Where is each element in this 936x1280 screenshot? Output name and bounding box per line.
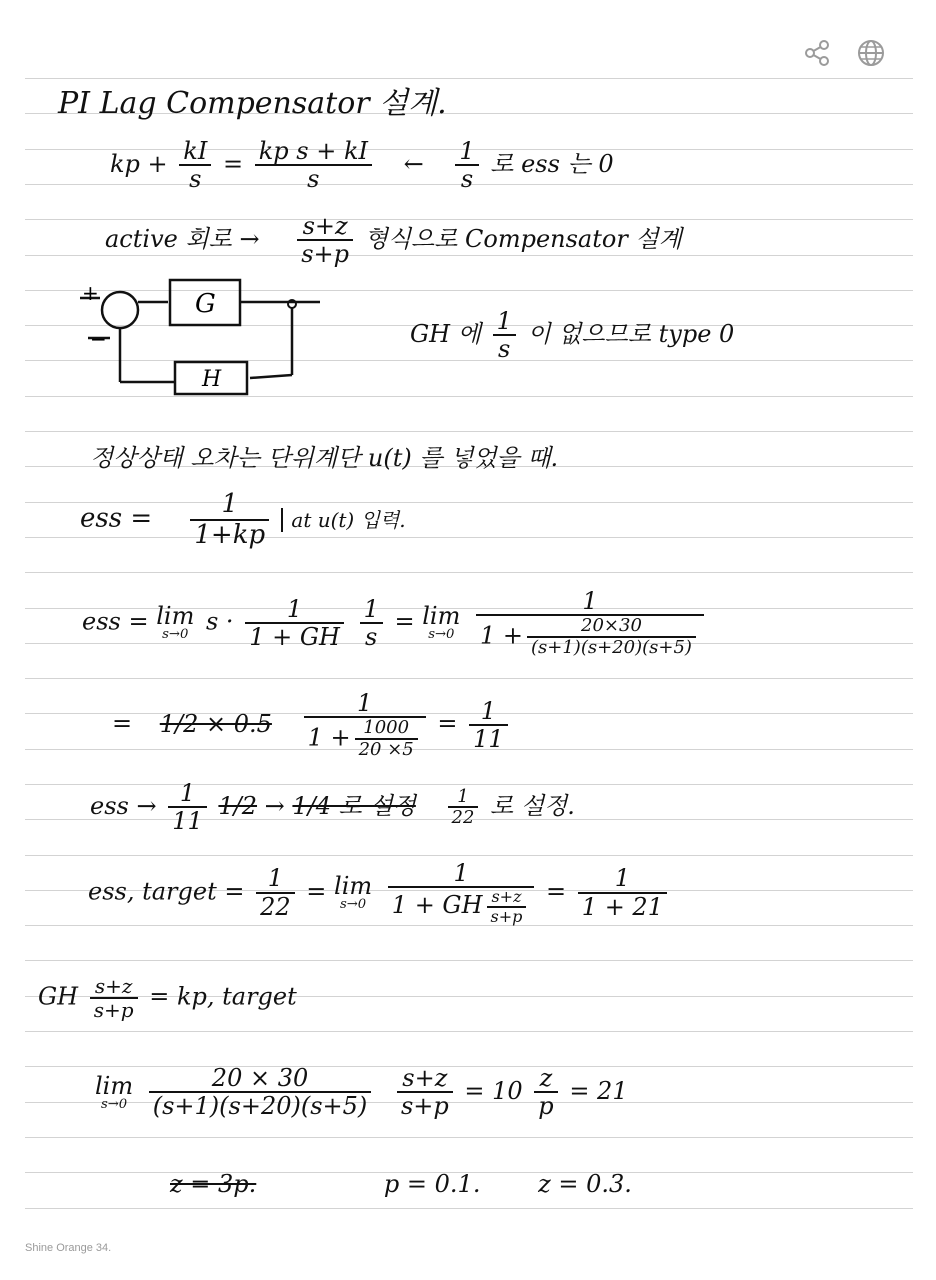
pi-transfer-line [110,138,614,193]
calc-inner-den: 20 ×5 [358,739,414,761]
ruled-line [25,431,913,432]
ki-den: s [189,165,202,194]
limit-expression-2 [422,604,460,641]
type-fraction [493,308,516,363]
ruled-line [25,1208,913,1209]
ess-lhs: ess = [80,503,153,534]
ess-limit-line [82,588,708,658]
ess-lim-lhs: ess = [82,607,149,636]
feedback-block-diagram [70,270,340,410]
ess-tail: at u(t) 입력. [281,508,405,532]
eval-z-over-p [534,1065,557,1120]
final-values-line [170,1170,632,1198]
calc-one-plus: 1 + [307,723,351,752]
ess-target-zp-den: s+p [490,906,523,926]
gh-tail: = kp, target [149,982,297,1011]
calc-fraction [304,690,426,760]
inner-num: 20×30 [527,616,696,638]
target-num-2: 1 [448,787,479,809]
lim-evaluation-line [95,1065,628,1120]
p-value: p = 0.1. [383,1170,481,1198]
active-prefix: active 회로 → [105,224,260,253]
eval-plant-fraction [149,1065,372,1120]
ess-num: 1 [190,490,269,521]
calc-inner-fraction [355,718,418,760]
type-num: 1 [493,308,516,336]
ess-definition-line [80,490,406,549]
zp-den: s+p [301,240,350,269]
result-num: 1 [469,698,508,726]
target-den: 11 [172,807,203,836]
one-over-s [455,138,478,193]
sum-fraction [255,138,372,193]
ess-target-equation [88,860,671,926]
kp-term: kp + [110,149,168,178]
equals-2: = [394,607,415,636]
active-tail: 형식으로 Compensator 설계 [364,224,682,253]
g-block-label: G [195,289,216,319]
h-block-label: H [202,367,222,392]
inner-den: (s+1)(s+20)(s+5) [531,637,692,659]
eval-tail: = 21 [569,1076,628,1105]
ess-target-lim-word: lim [334,872,373,901]
calc-num: 1 [304,690,426,718]
gh-fraction [245,596,344,651]
globe-icon[interactable] [856,38,886,68]
target-num: 1 [168,780,207,808]
zp-fraction [297,213,353,268]
limit-expression [156,604,194,641]
gh-den: 1 + GH [249,623,340,651]
target-fraction-2 [448,787,479,829]
ess-target-fraction [256,865,295,920]
target-struck: 1/2 [218,791,258,820]
gh-num: 1 [245,596,344,624]
calc-eq-2: = [437,709,458,738]
ess-target-gh-den-pre: 1 + GH [391,891,483,920]
target-struck-2: 1/4 로 설정 [292,791,416,820]
eval-z-den: p [538,1092,554,1121]
target-fraction [168,780,207,835]
page-title: PI Lag Compensator 설계. [58,86,447,121]
diagram-plus: + [82,281,99,305]
gh-zp-den: s+p [93,998,134,1022]
gh-kp-target-line [38,975,297,1021]
active-circuit-line [105,213,682,268]
target-den-2: 22 [451,807,475,829]
ess-target-gh-den [388,888,535,925]
s-den: s [365,623,378,651]
ess-target-eq-2: = [546,877,567,906]
ess-target-zp-fraction [487,888,527,925]
final-struck: z = 3p. [170,1170,257,1198]
target-arrow: → [264,791,285,820]
ruled-line [25,1137,913,1138]
ess-zero-text: 로 ess 는 0 [490,149,614,178]
ess-target-eq: = [306,877,327,906]
eval-zp-fraction [397,1065,453,1120]
sum-num: kp s + kI [255,138,372,166]
type-den: s [498,335,511,364]
ruled-line [25,1031,913,1032]
eval-plant-num: 20 × 30 [149,1065,372,1093]
ruled-line [25,572,913,573]
eval-lim-sub: s→0 [100,1096,128,1112]
one-num: 1 [455,138,478,166]
sum-den: s [307,165,320,194]
plant-num: 1 [476,588,704,616]
eval-zp-den: s+p [400,1092,449,1121]
plant-inner-fraction [527,616,696,658]
gh-zp-fraction [90,975,138,1021]
eval-eq: = 10 [464,1076,523,1105]
lim-word: lim [156,602,195,631]
result-den: 11 [473,725,504,753]
toolbar [802,38,886,68]
ess-target-lim-sub: s→0 [339,897,367,913]
eval-z-num: z [534,1065,557,1093]
type-zero-line [410,308,734,363]
ess-target-final-num: 1 [578,865,667,893]
eval-zp-num: s+z [397,1065,453,1093]
struck-text: 1/2 × 0.5 [159,709,272,738]
ess-target-lhs: ess, target = [88,877,245,906]
gh-label: GH [38,982,79,1011]
share-icon[interactable] [802,38,832,68]
ess-target-choice-line [90,780,575,835]
eval-lim-word: lim [95,1071,134,1100]
ess-target-zp-num: s+z [487,888,527,908]
ess-target-lim [334,874,372,911]
s-num: 1 [360,596,383,624]
plant-den [476,616,704,658]
ess-den: 1+kp [194,519,266,550]
target-tail: 로 설정. [490,791,575,820]
equals: = [222,149,244,178]
diagram-minus: − [90,327,107,351]
ess-target-den: 22 [260,892,291,921]
lim-word-2: lim [422,602,461,631]
one-over-s-fraction [360,596,383,651]
ruled-line [25,855,913,856]
s-times: s · [205,607,234,636]
one-den: s [460,165,474,194]
footer-label: Shine Orange 34. [25,1242,112,1254]
eval-plant-den: (s+1)(s+20)(s+5) [152,1092,368,1121]
lim-sub: s→0 [162,627,189,643]
target-lhs: ess → [90,791,157,820]
ki-fraction [179,138,211,193]
z-value: z = 0.3. [538,1170,632,1198]
lim-sub-2: s→0 [428,627,455,643]
plant-fraction [476,588,704,658]
ruled-line [25,960,913,961]
ess-calc-line [112,690,512,760]
eval-lim [95,1071,134,1112]
ess-fraction [190,490,269,549]
ess-target-gh-fraction [388,860,535,926]
calc-eq: = [112,709,133,738]
ess-target-final-den: 1 + 21 [581,892,663,921]
gh-zp-num: s+z [90,975,138,999]
steady-state-sentence: 정상상태 오차는 단위계단 u(t) 를 넣었을 때. [90,444,559,472]
calc-den [304,718,426,760]
arrow-left: ← [403,149,424,178]
zp-num: s+z [297,213,353,241]
ess-target-gh-num: 1 [388,860,535,888]
gh-prefix: GH 에 [410,319,481,348]
ess-target-num: 1 [256,865,295,893]
ess-target-final-fraction [578,865,667,920]
type-tail: 이 없으므로 type 0 [527,319,735,348]
ki-num: kI [179,138,211,166]
ruled-line [25,678,913,679]
one-plus: 1 + [480,621,524,650]
calc-inner-num: 1000 [355,718,418,740]
result-fraction [469,698,508,753]
